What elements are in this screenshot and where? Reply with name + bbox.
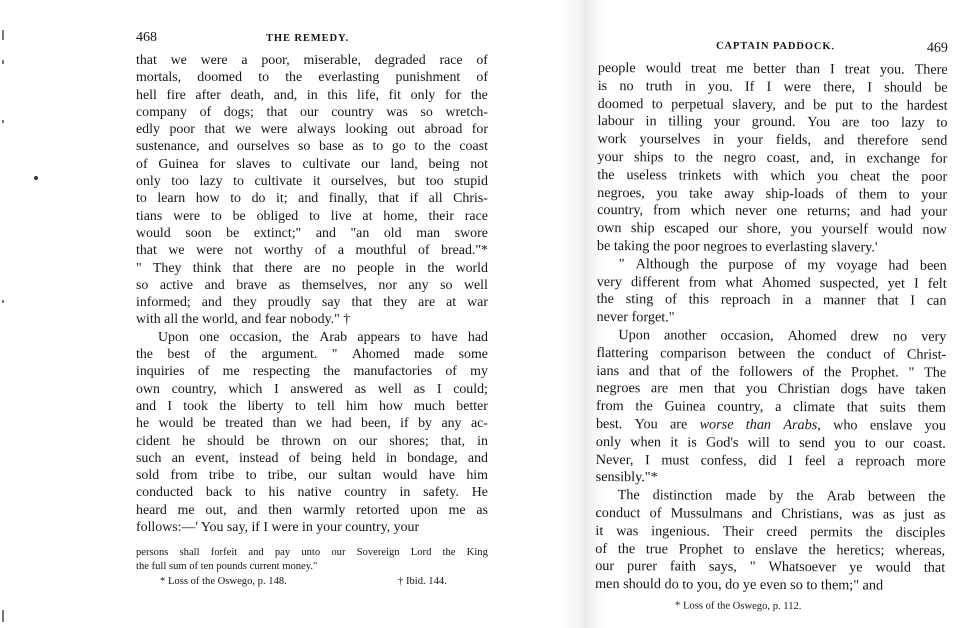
text-line: that we were a poor, miserable, degraded race of [136,53,488,68]
text-line: that we were not worthy of a mouthful of bread."* [136,243,488,259]
text-line: tians were to be obliged to live at home, their race [136,208,488,224]
text-line: it was ingenious. Their creed permits the disciples [595,522,946,541]
text-line: sustenance, and ourselves so base as to go to the coast [136,139,488,155]
left-footnotes [136,546,488,589]
text-line: flattering comparison between the conduct of Christ- [596,344,947,363]
text-line: company of dogs; that our country was so wretch- [136,104,488,120]
text-line: inquiries of me respecting the manufactories of my [136,364,488,380]
text-line: and I took the liberty to tell him how much better [136,398,488,414]
text-line: with all the world, and fear nobody." † [136,312,351,328]
text-line: only too lazy to cultivate it ourselves, but too stupid [136,174,488,190]
right-body-text [595,60,948,596]
text-line: work yourselves in your fields, and therefore send [597,131,948,150]
footnote-continuation-line: the full sum of ten pounds current money." [136,561,318,573]
footnote-row [595,598,945,615]
scan-speck [34,176,38,180]
text-line: very different from what Ahomed suspected, yet I felt [596,273,947,292]
text-line: informed; and they proudly say that they are at war [136,295,488,311]
text-line: conducted back to his native country in safety. He [136,485,488,501]
text-line: doomed to perpetual slavery, and be put to the hardest [597,95,948,114]
text-line: to learn how to do it; and finally, that if all Chris- [136,191,488,207]
text-line: own ship escaped our shore, you yourself would now [596,220,947,239]
text-line: the useless trinkets with which you cheat the poor [597,166,948,185]
left-page-header [136,30,488,52]
left-body-text [136,52,488,536]
text-line: Never, I must confess, did I feel a reproach more [595,451,946,470]
text-line: Upon one occasion, the Arab appears to have had [158,329,488,345]
text-line: ians and that of the followers of the Prophet. " The [596,362,947,381]
text-line: sensibly."* [595,469,658,486]
text-line: of Guinea for slaves to cultivate our land, being not [136,156,488,172]
text-line: conduct of Mussulmans and Christians, was as just as [595,504,946,523]
text-line: follows:—' You say, if I were in your country, your [136,520,420,536]
text-line: labour in tilling your ground. You are too lazy to [597,113,948,132]
footnote-ibid-144: † Ibid. 144. [398,576,447,588]
text-line: people would treat me better than I treat you. There [597,59,948,78]
right-page-number: 469 [926,40,948,56]
text-line: " They think that there are no people in the world [136,260,488,276]
left-page-number: 468 [136,30,157,45]
text-line: mortals, doomed to the everlasting punishment of [136,70,488,86]
right-page [595,38,948,615]
left-running-head: THE REMEDY. [266,33,350,44]
footnote-oswego-112: * Loss of the Oswego, p. 112. [674,600,802,612]
text-line: is no truth in you. If I were there, I should be [597,77,948,96]
footnote-oswego-148: * Loss of the Oswego, p. 148. [160,576,287,588]
text-line: edly poor that we were always looking out abroad for [136,122,488,138]
text-line: best. You are worse than Arabs, who enslave you [595,415,947,434]
text-line: cident he should be thrown on our shores; that, in [136,433,488,449]
text-line: would soon be extinct;" and "an old man swore [136,225,488,241]
text-line: own country, which I answered as well as I could; [136,381,488,397]
text-line: " Although the purpose of my voyage had been [618,255,947,274]
text-line: Upon another occasion, Ahomed drew no very [618,327,947,345]
text-line: country, from which never one returns; and had your [597,202,948,221]
footnote-row [136,574,488,589]
text-line: be taking the poor negroes to everlasting slavery.' [596,237,878,256]
text-line: The distinction made by the Arab between the [617,487,946,505]
text-line: the best of the argument. " Ahomed made some [136,347,488,363]
text-line: from the Guinea country, a climate that suits them [596,398,947,416]
text-line: hell fire after death, and, in this life, fit only for the [136,87,488,103]
text-line: the sting of this reproach in a manner that I can [596,291,947,310]
text-line: men should do to you, do ye even so to them;" and [595,576,884,594]
text-line: negroes are men that you Christian dogs have taken [596,380,947,399]
footnote-continuation-line: persons shall forfeit and pay unto our Sovereign Lord the King [136,547,488,559]
scan-edge-marks [0,0,14,628]
text-line: your ships to the negro coast, and, in exchange for [597,148,948,167]
text-line: such an event, instead of being held in bondage, and [136,450,488,466]
text-line: of the true Prophet to enslave the heretics; whereas, [595,540,946,559]
right-running-head: CAPTAIN PADDOCK. [715,40,836,53]
right-page-header [598,38,948,62]
text-line: sold from tribe to tribe, our sultan would have him [136,468,488,484]
text-line: never forget." [596,309,675,326]
text-line: so active and brave as themselves, nor any so well [136,277,488,293]
text-line: only when it is God's will to send you to our coast. [595,433,946,452]
right-footnotes [595,598,945,615]
left-page [136,30,488,589]
text-line: he would be treated than we had been, if by any ac- [136,416,488,432]
text-line: our purer faith says, " Whatsoever ye would that [595,558,946,577]
text-line: heard me out, and then warmly retorted upon me as [136,502,488,518]
text-line: negroes, you take away ship-loads of them to your [597,184,948,203]
